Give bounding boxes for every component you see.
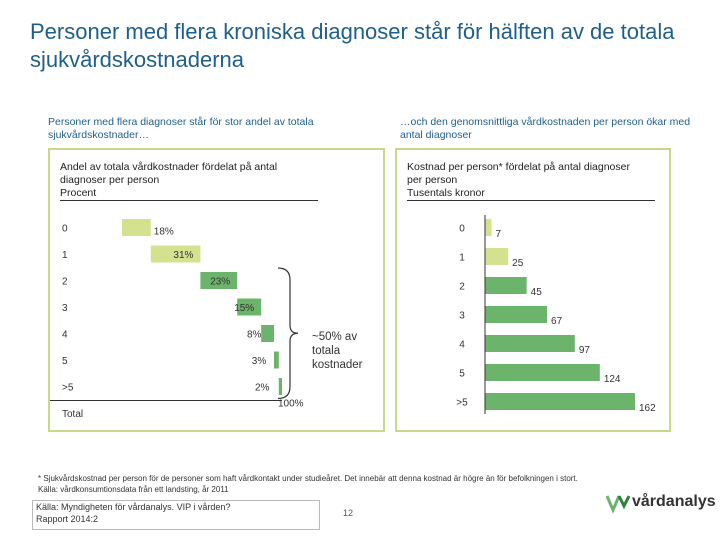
annotation-text: ~50% av <box>312 331 358 343</box>
right-bar <box>485 306 547 323</box>
source-box <box>32 500 320 530</box>
left-data-label: 31% <box>173 250 194 261</box>
left-data-label: 3% <box>251 356 267 367</box>
left-category-label: 5 <box>62 356 68 367</box>
left-data-label: 2% <box>255 382 270 394</box>
right-bar <box>485 219 491 236</box>
left-bar <box>261 325 274 342</box>
right-bar <box>485 393 635 410</box>
left-data-label: 8% <box>247 329 262 341</box>
footnote: * Sjukvårdskostnad per person för de personer som haft vårdkontakt under studieåret. Det innebär att denna kostnad är högre än för befolkningen i stort. <box>38 474 578 483</box>
right-category-label: 1 <box>459 252 465 264</box>
right-heading: …och den genomsnittliga vårdkostnaden per person ökar med antal diagnoser <box>400 116 691 141</box>
right-chart-unit: Tusentals kronor <box>407 187 655 201</box>
left-category-label: Total <box>62 409 84 420</box>
logo-text: vårdanalys <box>632 493 716 510</box>
left-data-label: 23% <box>210 276 231 288</box>
right-chart-title-line1: Kostnad per person* fördelat på antal diagnoser <box>407 161 630 173</box>
left-bar <box>122 219 151 236</box>
left-category-label: 2 <box>62 276 68 288</box>
right-category-label: 0 <box>459 223 465 235</box>
left-bar <box>274 352 279 369</box>
left-chart-unit: Procent <box>60 187 318 201</box>
left-category-label: 4 <box>62 329 68 341</box>
right-bar <box>485 335 575 352</box>
right-data-label: 67 <box>551 316 563 327</box>
right-bar <box>485 277 527 294</box>
right-data-label: 25 <box>512 258 524 269</box>
source-line-2: Rapport 2014:2 <box>36 514 99 524</box>
right-category-label: 4 <box>459 339 465 351</box>
annotation-text: totala <box>312 345 341 357</box>
page-number: 12 <box>343 508 354 518</box>
left-heading: Personer med flera diagnoser står för stor andel av totala sjukvårdskostnader… <box>48 116 314 141</box>
left-category-label: 3 <box>62 303 68 314</box>
right-data-label: 162 <box>639 403 656 414</box>
right-bar <box>485 248 508 265</box>
right-data-label: 97 <box>578 345 590 356</box>
right-chart-title-line2: per person <box>407 174 458 186</box>
right-category-label: 3 <box>459 310 465 322</box>
left-data-label: 18% <box>153 226 174 238</box>
left-category-label: >5 <box>62 382 74 394</box>
right-category-label: 2 <box>459 281 465 293</box>
vardanalys-logo <box>604 491 714 515</box>
logo-mark-icon <box>604 492 630 514</box>
left-category-label: 1 <box>62 250 68 261</box>
right-category-label: 5 <box>459 368 465 380</box>
right-data-label: 7 <box>495 229 502 240</box>
right-data-label: 45 <box>530 287 542 298</box>
source-line-1: Källa: Myndigheten för vårdanalys. VIP i vården? <box>36 502 231 512</box>
left-chart-title-line2: diagnoser per person <box>60 174 160 186</box>
left-category-label: 0 <box>62 223 68 235</box>
left-data-label: 100% <box>278 398 304 410</box>
left-chart-title-line1: Andel av totala vårdkostnader fördelat på antal <box>60 161 278 173</box>
source-note: Källa: vårdkonsumtionsdata från ett landsting, år 2011 <box>38 485 229 494</box>
left-bar <box>279 378 282 395</box>
right-bar <box>485 364 600 381</box>
right-category-label: >5 <box>456 397 468 409</box>
page-title: Personer med flera kroniska diagnoser står för hälften av de totala sjukvårdskostnaderna <box>30 19 675 72</box>
annotation-text: kostnader <box>312 359 363 371</box>
left-data-label: 15% <box>234 303 255 314</box>
right-data-label: 124 <box>603 374 621 385</box>
